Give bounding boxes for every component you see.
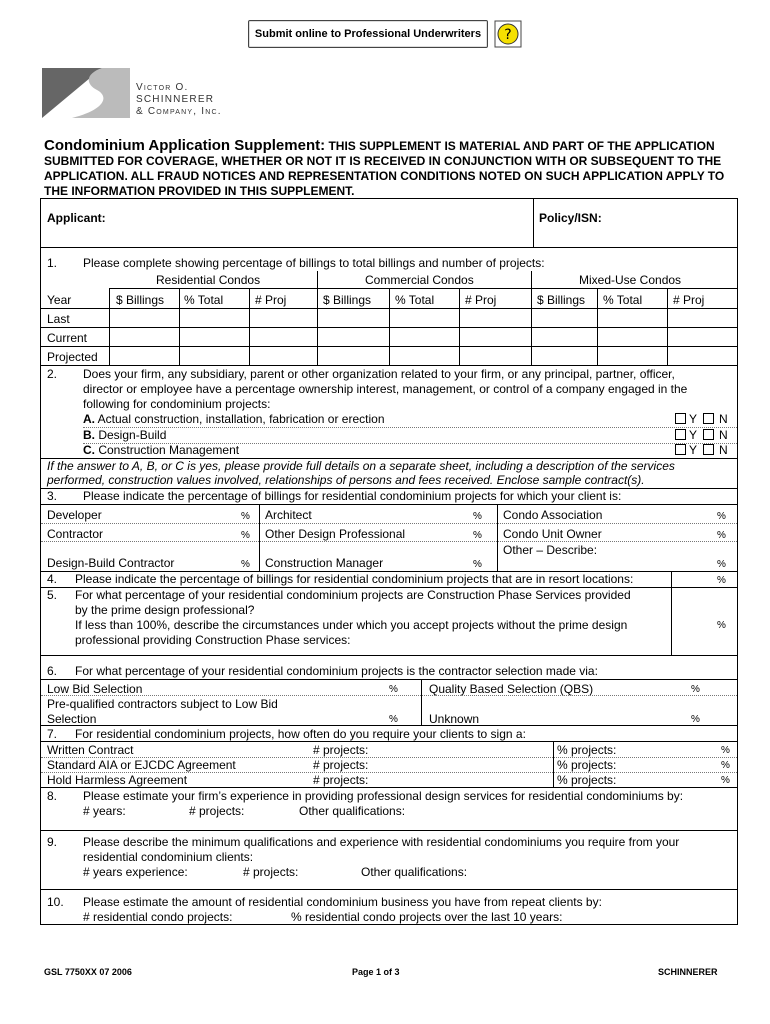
q3-condo-unit-owner: Condo Unit Owner <box>503 527 602 541</box>
logo-line-1: Victor O. <box>136 82 189 93</box>
q3-pct: % <box>473 511 482 522</box>
q3-pct: % <box>717 559 726 570</box>
q8-years: # years: <box>83 804 126 818</box>
q1-mix-billings-header: $ Billings <box>537 293 586 307</box>
q3-pct: % <box>717 511 726 522</box>
q9-projects: # projects: <box>243 865 299 879</box>
q2-a-no-checkbox[interactable] <box>703 413 714 424</box>
q2-c-yes-checkbox[interactable] <box>675 444 686 455</box>
q1-number: 1. <box>47 256 58 270</box>
q6-qbs: Quality Based Selection (QBS) <box>429 682 594 696</box>
q7-pct: % <box>721 775 730 786</box>
q2-a-yes-label: Y <box>689 412 698 426</box>
intro-text <box>44 138 734 199</box>
footer-form-id: GSL 7750XX 07 2006 <box>44 967 132 977</box>
q3-construction-manager: Construction Manager <box>265 556 384 570</box>
q10-text: Please estimate the amount of residential condominium business you have from repeat clients by: <box>83 895 602 909</box>
q2-item-a-letter: A. <box>83 412 95 426</box>
intro-statement: THIS SUPPLEMENT IS MATERIAL AND PART OF THE APPLICATION SUBMITTED FOR COVERAGE, WHETHER OR NOT IT IS RECEIVED IN CONJUNCTION WITH OR SUBSEQUENT TO THE APPLICATION. ALL FRAUD NOTICES AND REPRESENTATION CONDITIONS NOTED ON SUCH APPLICATION APPLY TO THE INFORMATION PROVIDED IN THIS SUPPLEMENT. <box>44 139 725 198</box>
q1-group-residential: Residential Condos <box>156 273 261 287</box>
q3-condo-association: Condo Association <box>503 508 603 522</box>
q4-number: 4. <box>47 572 58 586</box>
page-title: Condominium Application Supplement: <box>44 137 326 154</box>
q2-item-a <box>83 412 385 426</box>
q3-developer: Developer <box>47 508 102 522</box>
submit-online-button[interactable]: Submit online to Professional Underwriters <box>248 20 488 48</box>
q9-years: # years experience: <box>83 865 188 879</box>
q6-pct: % <box>691 684 700 695</box>
q2-item-c-letter: C. <box>83 443 95 457</box>
q1-year-header: Year <box>47 293 72 307</box>
q6-text: For what percentage of your residential condominium projects is the contractor selection made via: <box>75 664 598 678</box>
applicant-label: Applicant: <box>47 211 106 225</box>
q8-projects: # projects: <box>189 804 245 818</box>
q5-number: 5. <box>47 588 58 602</box>
company-logo-text <box>136 82 222 118</box>
q7-written-contract: Written Contract <box>47 743 134 757</box>
q7-text: For residential condominium projects, how often do you require your clients to sign a: <box>75 727 526 741</box>
q7-pct: % <box>721 745 730 756</box>
q2-item-b <box>83 428 166 442</box>
q5-line2: by the prime design professional? <box>75 603 255 617</box>
q1-mix-total-header: % Total <box>603 293 643 307</box>
q3-architect: Architect <box>265 508 312 522</box>
q9-other: Other qualifications: <box>361 865 468 879</box>
q5-line3: If less than 100%, describe the circumstances under which you accept projects without the prime design <box>75 618 628 632</box>
q1-row-projected: Projected <box>47 350 98 364</box>
q2-item-c-text: Construction Management <box>98 443 240 457</box>
q10-number: 10. <box>47 895 64 909</box>
q1-row-current: Current <box>47 331 88 345</box>
q2-a-yes-checkbox[interactable] <box>675 413 686 424</box>
q6-pct: % <box>389 684 398 695</box>
q2-item-c <box>83 443 239 457</box>
q1-group-mixed: Mixed-Use Condos <box>579 273 682 287</box>
q2-item-b-letter: B. <box>83 428 95 442</box>
q3-other-describe: Other – Describe: <box>503 543 598 557</box>
q2-c-yes-label: Y <box>689 443 698 457</box>
q2-note-line2: performed, construction values involved, relationships of persons and fees received. Enclose sample contract(s). <box>47 473 645 487</box>
q4-pct: % <box>717 575 726 586</box>
q6-pct: % <box>389 714 398 725</box>
q2-note-line1: If the answer to A, B, or C is yes, please provide full details on a separate sheet, including a description of the services <box>47 459 675 473</box>
applicant-field[interactable] <box>141 205 521 235</box>
footer-company: SCHINNERER <box>658 967 718 977</box>
q7-standard-aia: Standard AIA or EJCDC Agreement <box>47 758 236 772</box>
q6-pct: % <box>691 714 700 725</box>
q5-line4: professional providing Construction Phase services: <box>75 633 351 647</box>
logo-line-2: SCHINNERER <box>136 94 215 105</box>
footer-page-number: Page 1 of 3 <box>352 967 400 977</box>
q2-number: 2. <box>47 367 58 381</box>
q9-line1: Please describe the minimum qualifications and experience with residential condominiums you require from your <box>83 835 680 849</box>
q2-a-no-label: N <box>719 412 728 426</box>
q6-number: 6. <box>47 664 58 678</box>
q3-pct: % <box>473 559 482 570</box>
q3-pct: % <box>717 530 726 541</box>
q8-other: Other qualifications: <box>299 804 406 818</box>
q2-item-a-text: Actual construction, installation, fabrication or erection <box>97 412 385 426</box>
q6-unknown: Unknown <box>429 712 480 726</box>
q1-com-billings-header: $ Billings <box>323 293 372 307</box>
q1-res-billings-header: $ Billings <box>116 293 165 307</box>
q2-b-no-checkbox[interactable] <box>703 429 714 440</box>
q5-pct: % <box>717 620 726 631</box>
q7-pct-projects: % projects: <box>557 773 617 787</box>
q1-res-proj-header: # Proj <box>255 293 287 307</box>
q7-pct-projects: % projects: <box>557 758 617 772</box>
q3-pct: % <box>473 530 482 541</box>
q3-other-design: Other Design Professional <box>265 527 406 541</box>
q8-text: Please estimate your firm’s experience in providing professional design services for residential condominiums by: <box>83 789 684 803</box>
q7-number: 7. <box>47 727 58 741</box>
q3-design-build: Design-Build Contractor <box>47 556 175 570</box>
q3-pct: % <box>241 559 250 570</box>
q7-hold-harmless: Hold Harmless Agreement <box>47 773 188 787</box>
q5-line1: For what percentage of your residential condominium projects are Construction Phase Services provided <box>75 588 631 602</box>
q7-pct: % <box>721 760 730 771</box>
q2-line1: Does your firm, any subsidiary, parent or other organization related to your firm, or any principal, partner, officer, <box>83 367 675 381</box>
q10-res-projects: # residential condo projects: <box>83 910 233 924</box>
q2-b-no-label: N <box>719 428 728 442</box>
q7-num-projects: # projects: <box>313 743 369 757</box>
q4-text: Please indicate the percentage of billings for residential condominium projects that are in resort locations: <box>75 572 634 586</box>
q3-pct: % <box>241 511 250 522</box>
policy-field[interactable] <box>611 205 731 235</box>
q1-mix-proj-header: # Proj <box>673 293 705 307</box>
q1-row-last: Last <box>47 312 70 326</box>
q8-number: 8. <box>47 789 58 803</box>
q2-item-b-text: Design-Build <box>98 428 167 442</box>
svg-text:?: ? <box>504 27 512 43</box>
q2-b-yes-label: Y <box>689 428 698 442</box>
q2-b-yes-checkbox[interactable] <box>675 429 686 440</box>
application-form <box>40 198 738 925</box>
company-logo-icon <box>42 68 130 118</box>
q1-group-commercial: Commercial Condos <box>365 273 474 287</box>
q2-c-no-label: N <box>719 443 728 457</box>
q6-prequal-line1: Pre-qualified contractors subject to Low Bid <box>47 697 278 711</box>
q2-c-no-checkbox[interactable] <box>703 444 714 455</box>
q7-num-projects: # projects: <box>313 773 369 787</box>
q1-com-proj-header: # Proj <box>465 293 497 307</box>
q9-number: 9. <box>47 835 58 849</box>
q1-text: Please complete showing percentage of billings to total billings and number of projects: <box>83 256 545 270</box>
q7-pct-projects: % projects: <box>557 743 617 757</box>
logo-line-3: & Company, Inc. <box>136 106 222 117</box>
q3-text: Please indicate the percentage of billings for residential condominium projects for which your client is: <box>83 489 622 503</box>
policy-label: Policy/ISN: <box>539 211 602 225</box>
q2-line3: following for condominium projects: <box>83 397 271 411</box>
q6-low-bid: Low Bid Selection <box>47 682 143 696</box>
q10-pct-projects: % residential condo projects over the last 10 years: <box>291 910 563 924</box>
q3-number: 3. <box>47 489 58 503</box>
q3-pct: % <box>241 530 250 541</box>
q3-contractor: Contractor <box>47 527 104 541</box>
q9-line2: residential condominium clients: <box>83 850 254 864</box>
q1-res-total-header: % Total <box>184 293 224 307</box>
q7-num-projects: # projects: <box>313 758 369 772</box>
question-icon[interactable] <box>494 20 522 48</box>
q2-line2: director or employee have a percentage ownership interest, management, or control of a company engaged in the <box>83 382 688 396</box>
q1-com-total-header: % Total <box>395 293 435 307</box>
q6-prequal-line2: Selection <box>47 712 97 726</box>
